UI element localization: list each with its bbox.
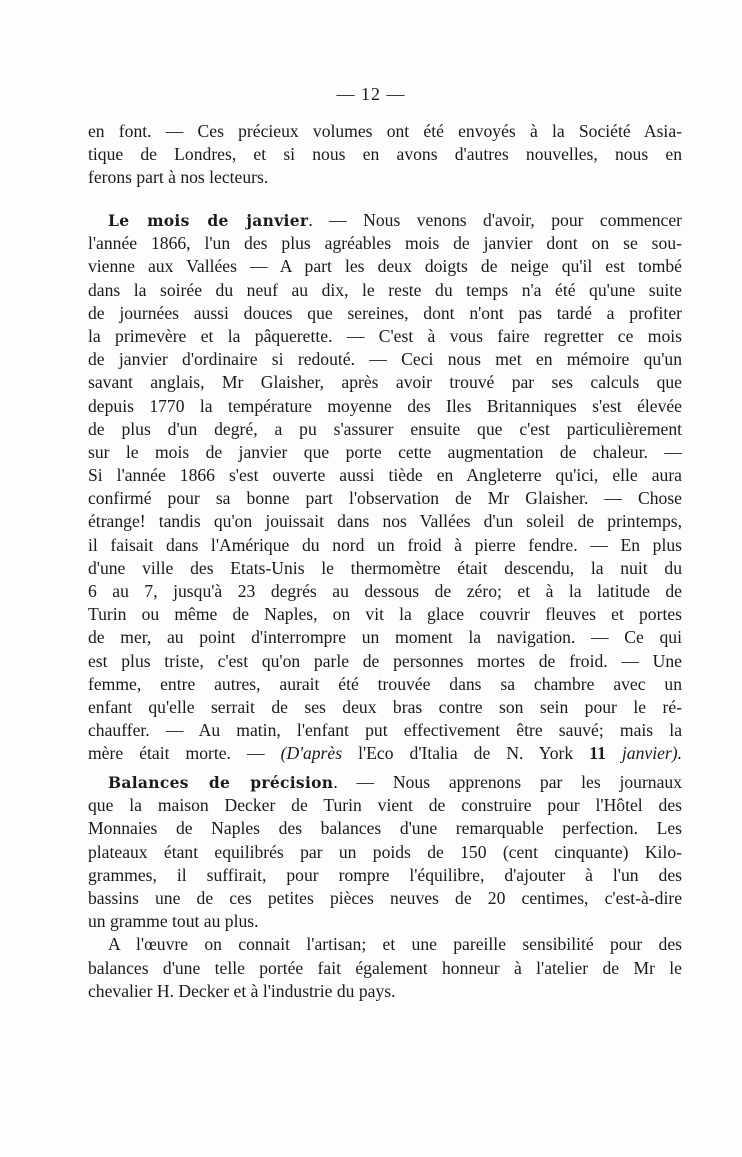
text-line: depuis 1770 la température moyenne des Iles Britanniques s'est élevée [88,395,682,416]
text-line: bassins une de ces petites pièces neuves de 20 centimes, c'est-à-dire [88,887,682,908]
source-month: janvier). [605,743,683,764]
section-janvier [88,209,682,766]
text-line: sur le mois de janvier que porte cette augmentation de chaleur. — [88,441,682,462]
text-run: . — Nous apprenons par les journaux [333,772,683,792]
source-line [88,742,682,765]
text-line: tique de Londres, et si nous en avons d'autres nouvelles, nous en [88,144,682,165]
text-line: étrange! tandis qu'on jouissait dans nos Vallées d'un soleil de printemps, [88,511,682,532]
text-line: l'année 1866, l'un des plus agréables mois de janvier dont on se sou- [88,233,682,254]
text-line: Monnaies de Naples des balances d'une remarquable perfection. Les [88,818,682,839]
text-line: 6 au 7, jusqu'à 23 degrés au dessous de zéro; et à la latitude de [88,581,682,601]
text-line: la primevère et la pâquerette. — C'est à vous faire regretter ce mois [88,325,682,346]
text-line: ferons part à nos lecteurs. [88,167,269,188]
text-line: un gramme tout au plus. [88,911,259,932]
text-run: . — Nous venons d'avoir, pour commencer [308,210,682,230]
text-line: de journées aussi douces que sereines, dont n'ont pas tardé a profiter [88,302,682,323]
text-line: savant anglais, Mr Glaisher, après avoir trouvé par ses calculs que [88,372,682,393]
page-number: — 12 — [336,84,406,104]
continuation-paragraph [88,120,682,190]
text-line: A l'œuvre on connait l'artisan; et une pareille sensibilité pour des [108,934,682,955]
text-line: femme, entre autres, aurait été trouvée dans sa chambre avec un [88,673,682,694]
text-line: de janvier d'ordinaire si redouté. — Ceci nous met en mémoire qu'un [88,349,682,370]
source-open: (D'après [280,743,359,764]
section-heading: Le mois de janvier [108,211,309,230]
section-balances [88,771,682,1003]
source-day: 11 [589,743,606,764]
text-line: dans la soirée du neuf au dix, le reste du temps n'a été qu'une suite [88,279,682,300]
section-first-line [88,209,682,232]
source-journal: l'Eco d'Italia de N. York [358,743,590,764]
text-line: de mer, au point d'interrompre un moment la navigation. — Ce qui [88,627,682,648]
text-line: confirmé pour sa bonne part l'observation de Mr Glaisher. — Chose [88,488,682,509]
text-line: d'une ville des Etats-Unis le thermomètre était descendu, la nuit du [88,557,682,578]
text-line: que la maison Decker de Turin vient de construire pour l'Hôtel des [88,795,682,816]
text-run: mère était morte. — [88,743,281,764]
text-line: vienne aux Vallées — A part les deux doigts de neige qu'il est tombé [88,256,682,277]
section-heading: Balances de précision [108,773,334,792]
text-line: Si l'année 1866 s'est ouverte aussi tiède en Angleterre qu'ici, elle aura [88,465,682,486]
text-line: plateaux étant equilibrés par un poids de 150 (cent cinquante) Kilo- [88,841,682,862]
text-line: enfant qu'elle serrait de ses deux bras contre son sein pour le ré- [88,696,682,717]
text-line: chauffer. — Au matin, l'enfant put effectivement être sauvé; mais la [88,720,682,741]
text-line: il faisait dans l'Amérique du nord un froid à pierre fendre. — En plus [88,534,682,555]
text-line: en font. — Ces précieux volumes ont été envoyés à la Société Asia- [88,121,682,141]
text-line: Turin ou même de Naples, on vit la glace couvrir fleuves et portes [88,604,682,625]
text-line: grammes, il suffirait, pour rompre l'équilibre, d'ajouter à l'un des [88,864,682,885]
text-line: est plus triste, c'est qu'on parle de personnes mortes de froid. — Une [88,650,682,671]
text-line: de plus d'un degré, a pu s'assurer ensuite que c'est particulièrement [88,418,682,439]
section-first-line [88,771,682,794]
text-line: balances d'une telle portée fait également honneur à l'atelier de Mr le [88,957,682,978]
text-line: chevalier H. Decker et à l'industrie du pays. [88,980,396,1001]
